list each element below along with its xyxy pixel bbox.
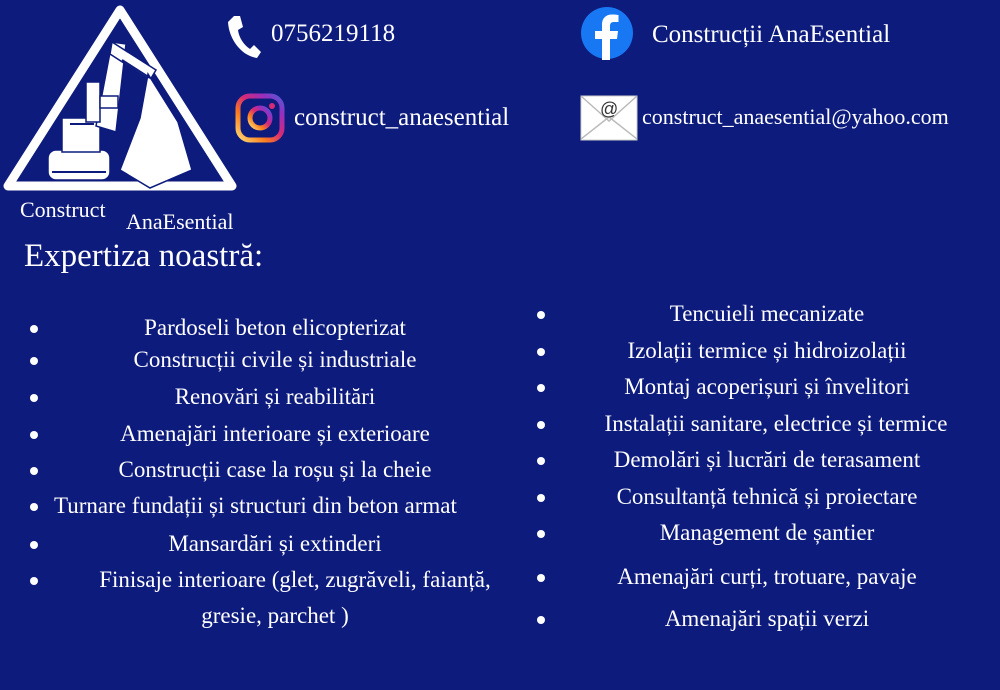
logo-word-construct: Construct xyxy=(20,197,106,222)
list-item: Construcții civile și industriale xyxy=(30,343,540,376)
bullet xyxy=(537,457,545,465)
instagram-handle[interactable]: construct_anaesential xyxy=(294,104,510,131)
list-item-continuation: gresie, parchet ) xyxy=(201,603,349,628)
services-list-right xyxy=(537,0,997,690)
bullet xyxy=(30,357,38,365)
bullet xyxy=(537,574,545,582)
svg-text:@: @ xyxy=(600,99,619,119)
bullet xyxy=(30,431,38,439)
list-item: Amenajări interioare și exterioare xyxy=(30,417,540,450)
bullet xyxy=(537,530,545,538)
phone-number[interactable]: 0756219118 xyxy=(271,20,396,47)
bullet xyxy=(30,467,38,475)
list-item: Instalații sanitare, electrice și termice xyxy=(537,407,997,440)
list-item: Renovări și reabilitări xyxy=(30,380,540,413)
bullet xyxy=(537,348,545,356)
list-item: Turnare fundații și structuri din beton armat xyxy=(30,489,540,522)
email-address[interactable]: construct_anaesential@yahoo.com xyxy=(642,104,949,129)
list-item: Mansardări și extinderi xyxy=(30,527,540,560)
bullet xyxy=(30,541,38,549)
expertise-heading: Expertiza noastră: xyxy=(24,238,264,274)
bullet xyxy=(537,311,545,319)
facebook-page-name[interactable]: Construcții AnaEsential xyxy=(652,21,891,48)
list-item: Tencuieli mecanizate xyxy=(537,297,997,330)
list-item: Montaj acoperișuri și învelitori xyxy=(537,370,997,403)
list-item: Amenajări curți, trotuare, pavaje xyxy=(537,560,997,593)
list-item: Management de șantier xyxy=(537,516,997,549)
services-list-left xyxy=(30,0,540,690)
list-item: Construcții case la roșu și la cheie xyxy=(30,453,540,486)
bullet xyxy=(537,421,545,429)
list-item: Finisaje interioare (glet, zugrăveli, faianță, xyxy=(30,563,540,596)
bullet xyxy=(30,503,38,511)
bullet xyxy=(30,325,38,333)
bullet xyxy=(30,577,38,585)
bullet xyxy=(537,616,545,624)
bullet xyxy=(537,384,545,392)
logo-word-anaesential: AnaEsential xyxy=(126,209,234,232)
list-item: Amenajări spații verzi xyxy=(537,602,997,635)
bullet xyxy=(537,494,545,502)
bullet xyxy=(30,394,38,402)
list-item: Demolări și lucrări de terasament xyxy=(537,443,997,476)
list-item: Consultanță tehnică și proiectare xyxy=(537,480,997,513)
list-item: Izolații termice și hidroizolații xyxy=(537,334,997,367)
list-item: Pardoseli beton elicopterizat xyxy=(30,311,540,344)
